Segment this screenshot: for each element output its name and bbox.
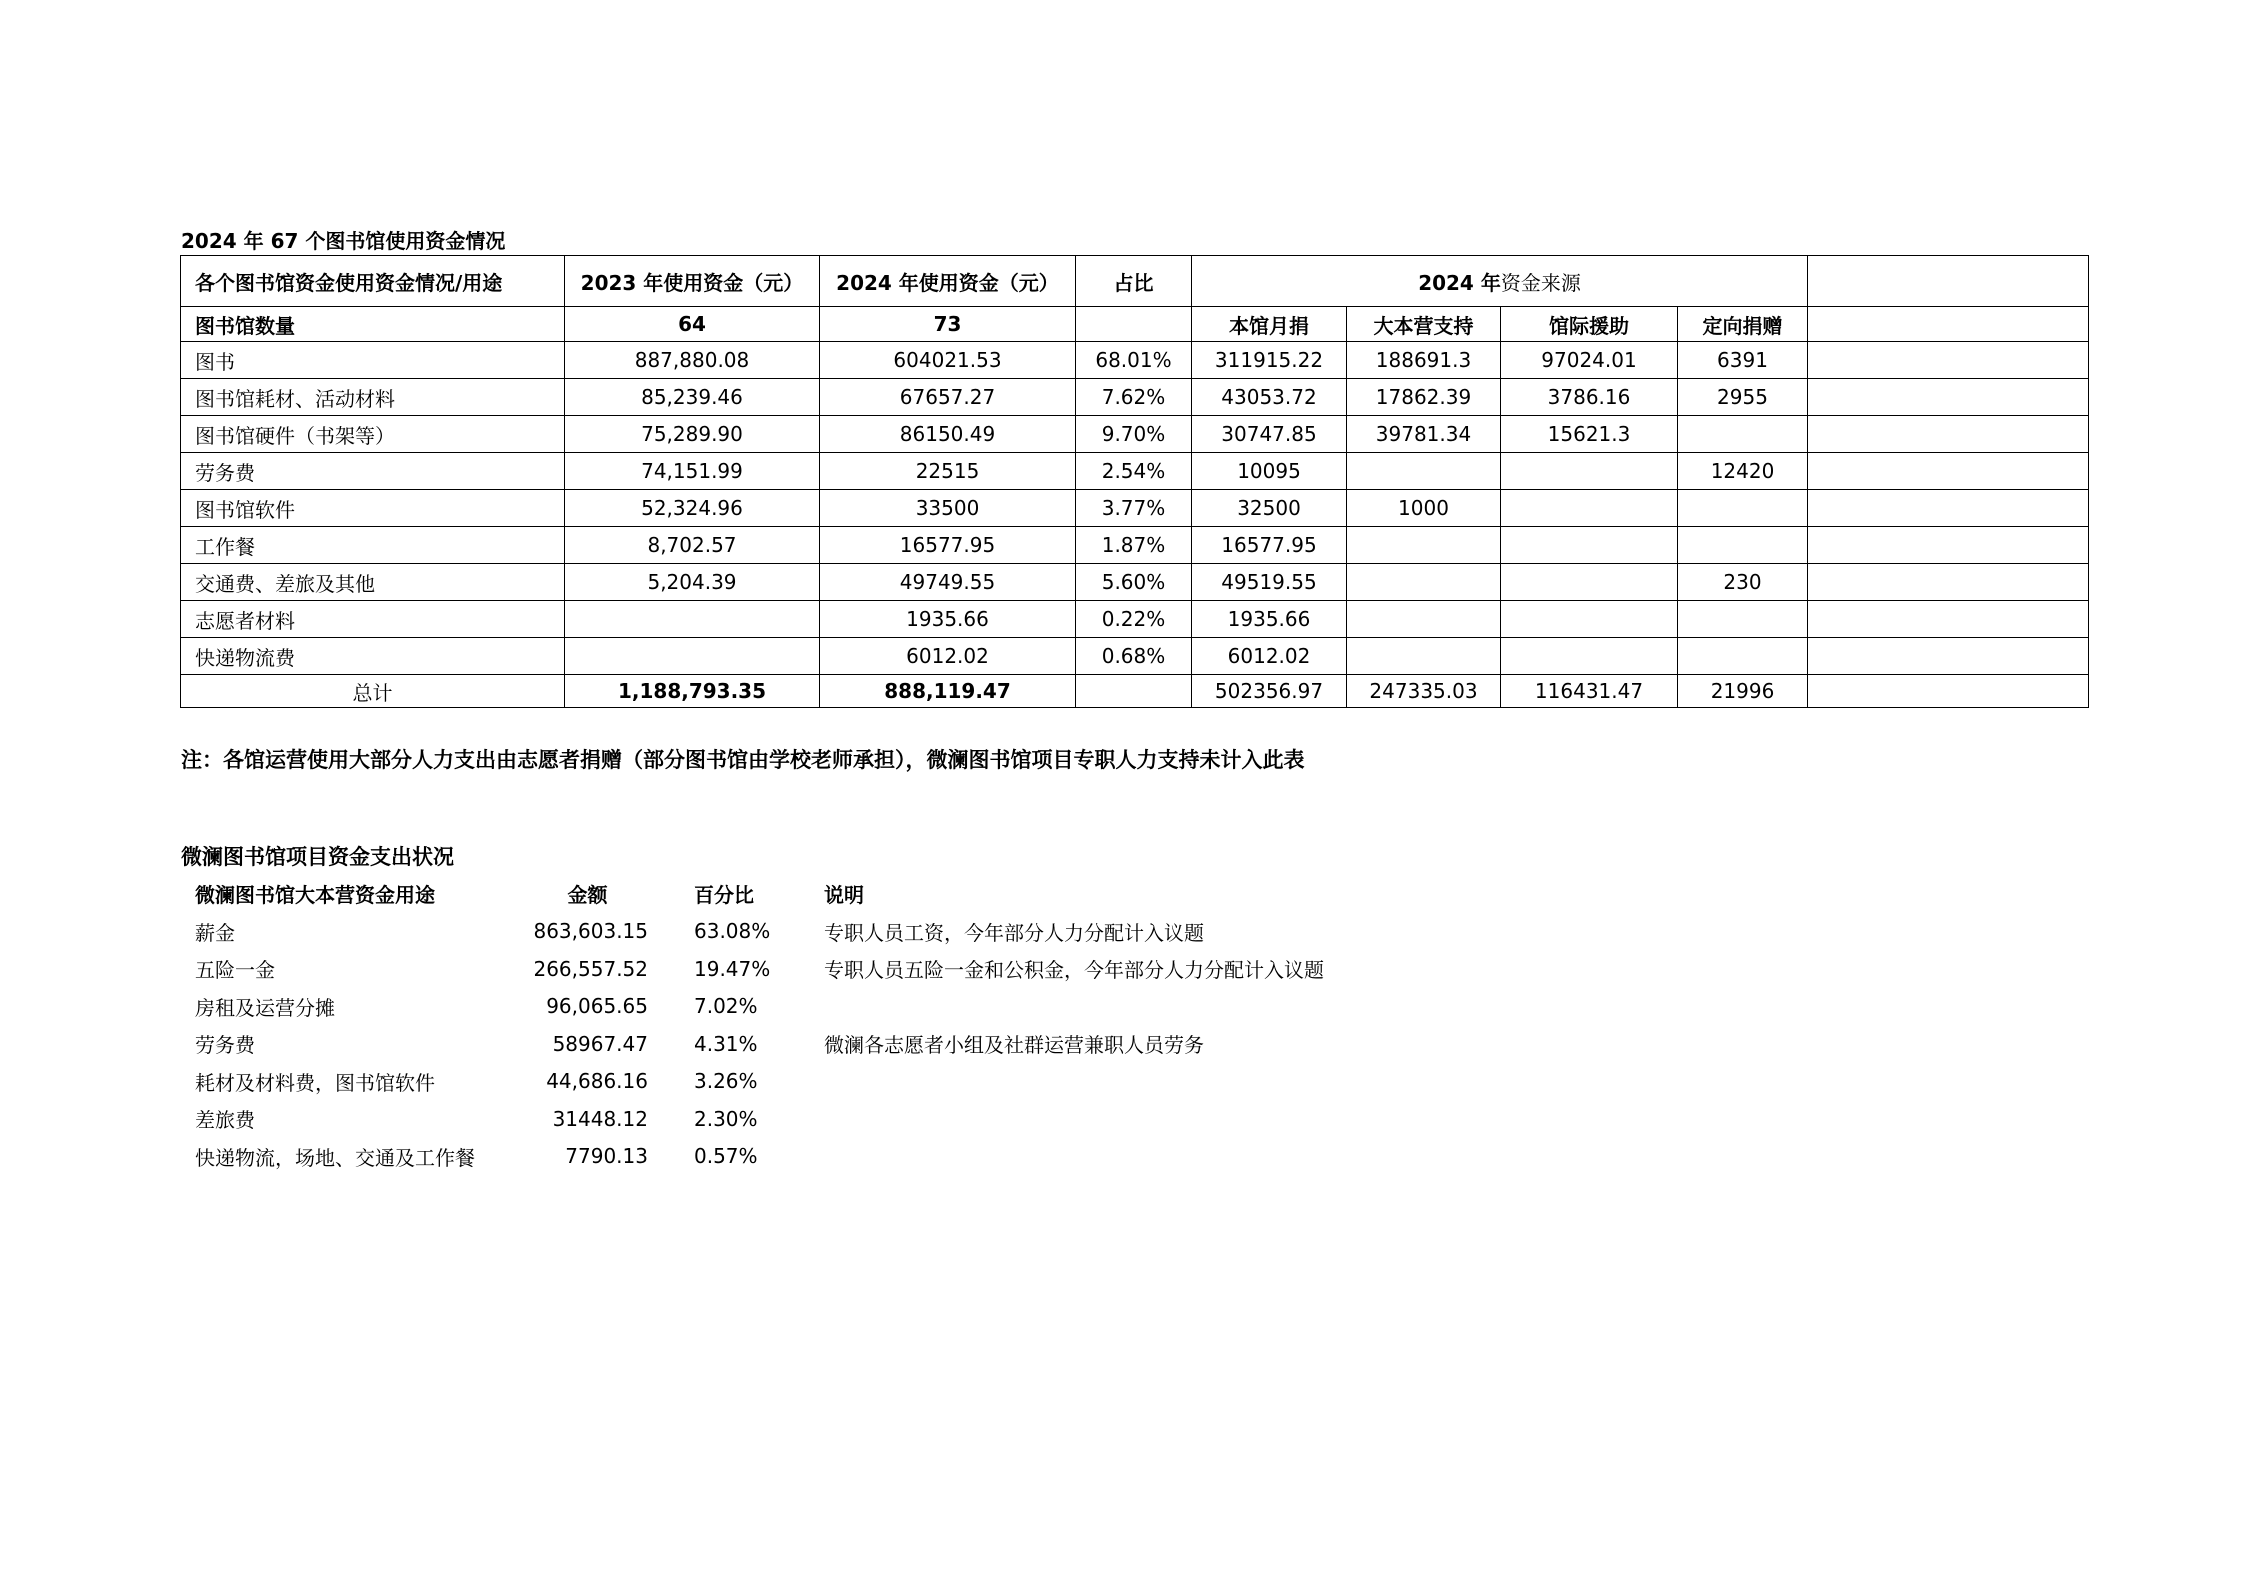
row-2023: 75,289.90 [565,416,820,453]
row-own: 1935.66 [1192,601,1347,638]
expense-header-percent: 百分比 [694,883,754,908]
total-ratio [1076,675,1192,708]
row-ratio: 0.22% [1076,601,1192,638]
header-2023: 2023 年使用资金（元） [565,256,820,307]
funding-table [180,255,2089,708]
row-ratio: 9.70% [1076,416,1192,453]
row-own: 32500 [1192,490,1347,527]
row-targeted [1678,490,1808,527]
total-camp: 247335.03 [1347,675,1501,708]
expense-row [180,1063,1524,1101]
row-inter: 97024.01 [1501,342,1678,379]
row-2024: 6012.02 [820,638,1076,675]
row-own: 311915.22 [1192,342,1347,379]
row-inter [1501,527,1678,564]
expense-amount: 266,557.52 [533,956,648,981]
total-2023: 1,188,793.35 [565,675,820,708]
row-own: 6012.02 [1192,638,1347,675]
header-purpose: 各个图书馆资金使用资金情况/用途 [181,256,565,307]
row-camp [1347,638,1501,675]
row-item: 劳务费 [181,453,565,490]
expense-percent: 7.02% [694,994,758,1019]
subheader-inter: 馆际援助 [1501,307,1678,342]
funding-table-title: 2024 年 67 个图书馆使用资金情况 [181,229,506,253]
row-ratio: 3.77% [1076,490,1192,527]
row-targeted [1678,638,1808,675]
header-2024: 2024 年使用资金（元） [820,256,1076,307]
table-row [181,379,2089,416]
expense-desc: 专职人员五险一金和公积金，今年部分人力分配计入议题 [824,958,1324,983]
expense-desc [824,988,1524,1026]
row-2024: 22515 [820,453,1076,490]
expense-desc: 专职人员工资，今年部分人力分配计入议题 [824,920,1204,945]
row-item: 交通费、差旅及其他 [181,564,565,601]
expense-percent: 2.30% [694,1106,758,1131]
expense-purpose: 薪金 [195,920,235,945]
total-inter: 116431.47 [1501,675,1678,708]
row-ratio: 0.68% [1076,638,1192,675]
subheader-own: 本馆月捐 [1192,307,1347,342]
row-targeted: 230 [1678,564,1808,601]
row-item: 志愿者材料 [181,601,565,638]
row-own: 10095 [1192,453,1347,490]
row-2023 [565,601,820,638]
expense-desc [824,1100,1524,1138]
table-row [181,416,2089,453]
row-2024: 33500 [820,490,1076,527]
library-count-2023: 64 [565,307,820,342]
row-camp [1347,453,1501,490]
header-ratio: 占比 [1076,256,1192,307]
expense-amount: 31448.12 [552,1106,648,1131]
table-row [181,453,2089,490]
row-empty [1808,638,2089,675]
subheader-label: 图书馆数量 [181,307,565,342]
row-ratio: 2.54% [1076,453,1192,490]
row-own: 16577.95 [1192,527,1347,564]
row-empty [1808,342,2089,379]
total-own: 502356.97 [1192,675,1347,708]
row-2023: 5,204.39 [565,564,820,601]
expense-percent: 19.47% [694,956,771,981]
total-label: 总计 [181,675,565,708]
total-targeted: 21996 [1678,675,1808,708]
expense-percent: 63.08% [694,919,771,944]
expense-amount: 44,686.16 [546,1069,648,1094]
row-empty [1808,601,2089,638]
row-inter [1501,564,1678,601]
row-2024: 86150.49 [820,416,1076,453]
expense-row [180,1138,1524,1176]
expense-desc: 微澜各志愿者小组及社群运营兼职人员劳务 [824,1033,1204,1058]
expense-amount: 96,065.65 [546,994,648,1019]
row-camp [1347,527,1501,564]
total-2024: 888,119.47 [820,675,1076,708]
row-inter: 15621.3 [1501,416,1678,453]
expense-row [180,1025,1524,1063]
expense-amount: 7790.13 [565,1144,648,1169]
row-item: 快递物流费 [181,638,565,675]
expense-amount: 58967.47 [552,1031,648,1056]
subheader-targeted: 定向捐赠 [1678,307,1808,342]
row-empty [1808,379,2089,416]
row-empty [1808,527,2089,564]
expense-purpose: 差旅费 [195,1108,255,1133]
total-row [181,675,2089,708]
expense-header-amount: 金额 [567,883,608,908]
row-targeted [1678,527,1808,564]
expense-header-purpose: 微澜图书馆大本营资金用途 [195,883,435,908]
expense-percent: 3.26% [694,1069,758,1094]
table-row [181,490,2089,527]
row-empty [1808,416,2089,453]
row-own: 49519.55 [1192,564,1347,601]
row-camp: 1000 [1347,490,1501,527]
row-camp: 188691.3 [1347,342,1501,379]
expense-purpose: 房租及运营分摊 [195,995,335,1020]
row-ratio: 7.62% [1076,379,1192,416]
note-text: 注：各馆运营使用大部分人力支出由志愿者捐赠（部分图书馆由学校老师承担），微澜图书馆项目专职人力支持未计入此表 [181,748,1305,772]
row-2023 [565,638,820,675]
row-targeted [1678,601,1808,638]
row-targeted: 6391 [1678,342,1808,379]
row-item: 图书馆硬件（书架等） [181,416,565,453]
row-2023: 8,702.57 [565,527,820,564]
row-inter [1501,601,1678,638]
row-inter: 3786.16 [1501,379,1678,416]
row-2023: 85,239.46 [565,379,820,416]
row-camp: 17862.39 [1347,379,1501,416]
row-2024: 604021.53 [820,342,1076,379]
row-inter [1501,490,1678,527]
expense-percent: 4.31% [694,1031,758,1056]
library-count-2024: 73 [820,307,1076,342]
subheader-empty [1808,307,2089,342]
header-empty [1808,256,2089,307]
expense-header-row [180,875,1524,913]
expense-table [180,875,1524,1175]
expense-desc [824,1063,1524,1101]
row-item: 图书馆耗材、活动材料 [181,379,565,416]
row-camp: 39781.34 [1347,416,1501,453]
row-2024: 67657.27 [820,379,1076,416]
row-item: 图书馆软件 [181,490,565,527]
row-targeted: 12420 [1678,453,1808,490]
expense-purpose: 快递物流，场地、交通及工作餐 [195,1145,475,1170]
header-source-text: 资金来源 [1500,270,1581,295]
row-2024: 16577.95 [820,527,1076,564]
row-ratio: 68.01% [1076,342,1192,379]
row-item: 图书 [181,342,565,379]
expense-purpose: 劳务费 [195,1033,255,1058]
expense-percent: 0.57% [694,1144,758,1169]
row-own: 30747.85 [1192,416,1347,453]
header-source-year: 2024 年 [1418,270,1501,295]
row-ratio: 1.87% [1076,527,1192,564]
row-2023: 887,880.08 [565,342,820,379]
row-empty [1808,564,2089,601]
total-empty [1808,675,2089,708]
expense-row [180,950,1524,988]
expense-table-title: 微澜图书馆项目资金支出状况 [181,845,454,869]
row-2024: 49749.55 [820,564,1076,601]
row-camp [1347,601,1501,638]
expense-desc [824,1138,1524,1176]
row-2023: 74,151.99 [565,453,820,490]
table-row [181,527,2089,564]
table-row [181,564,2089,601]
expense-row [180,988,1524,1026]
expense-header-desc: 说明 [824,883,864,908]
row-empty [1808,453,2089,490]
row-2023: 52,324.96 [565,490,820,527]
expense-purpose: 耗材及材料费，图书馆软件 [195,1070,435,1095]
row-own: 43053.72 [1192,379,1347,416]
table-row [181,601,2089,638]
row-camp [1347,564,1501,601]
row-targeted [1678,416,1808,453]
row-2024: 1935.66 [820,601,1076,638]
expense-purpose: 五险一金 [195,958,275,983]
expense-row [180,913,1524,951]
subheader-ratio-empty [1076,307,1192,342]
row-item: 工作餐 [181,527,565,564]
table-row [181,638,2089,675]
row-inter [1501,453,1678,490]
table-row [181,342,2089,379]
row-empty [1808,490,2089,527]
row-ratio: 5.60% [1076,564,1192,601]
subheader-camp: 大本营支持 [1347,307,1501,342]
header-funding-source [1192,256,1808,307]
expense-row [180,1100,1524,1138]
expense-amount: 863,603.15 [533,919,648,944]
subheader-row [181,307,2089,342]
row-inter [1501,638,1678,675]
row-targeted: 2955 [1678,379,1808,416]
header-row [181,256,2089,307]
